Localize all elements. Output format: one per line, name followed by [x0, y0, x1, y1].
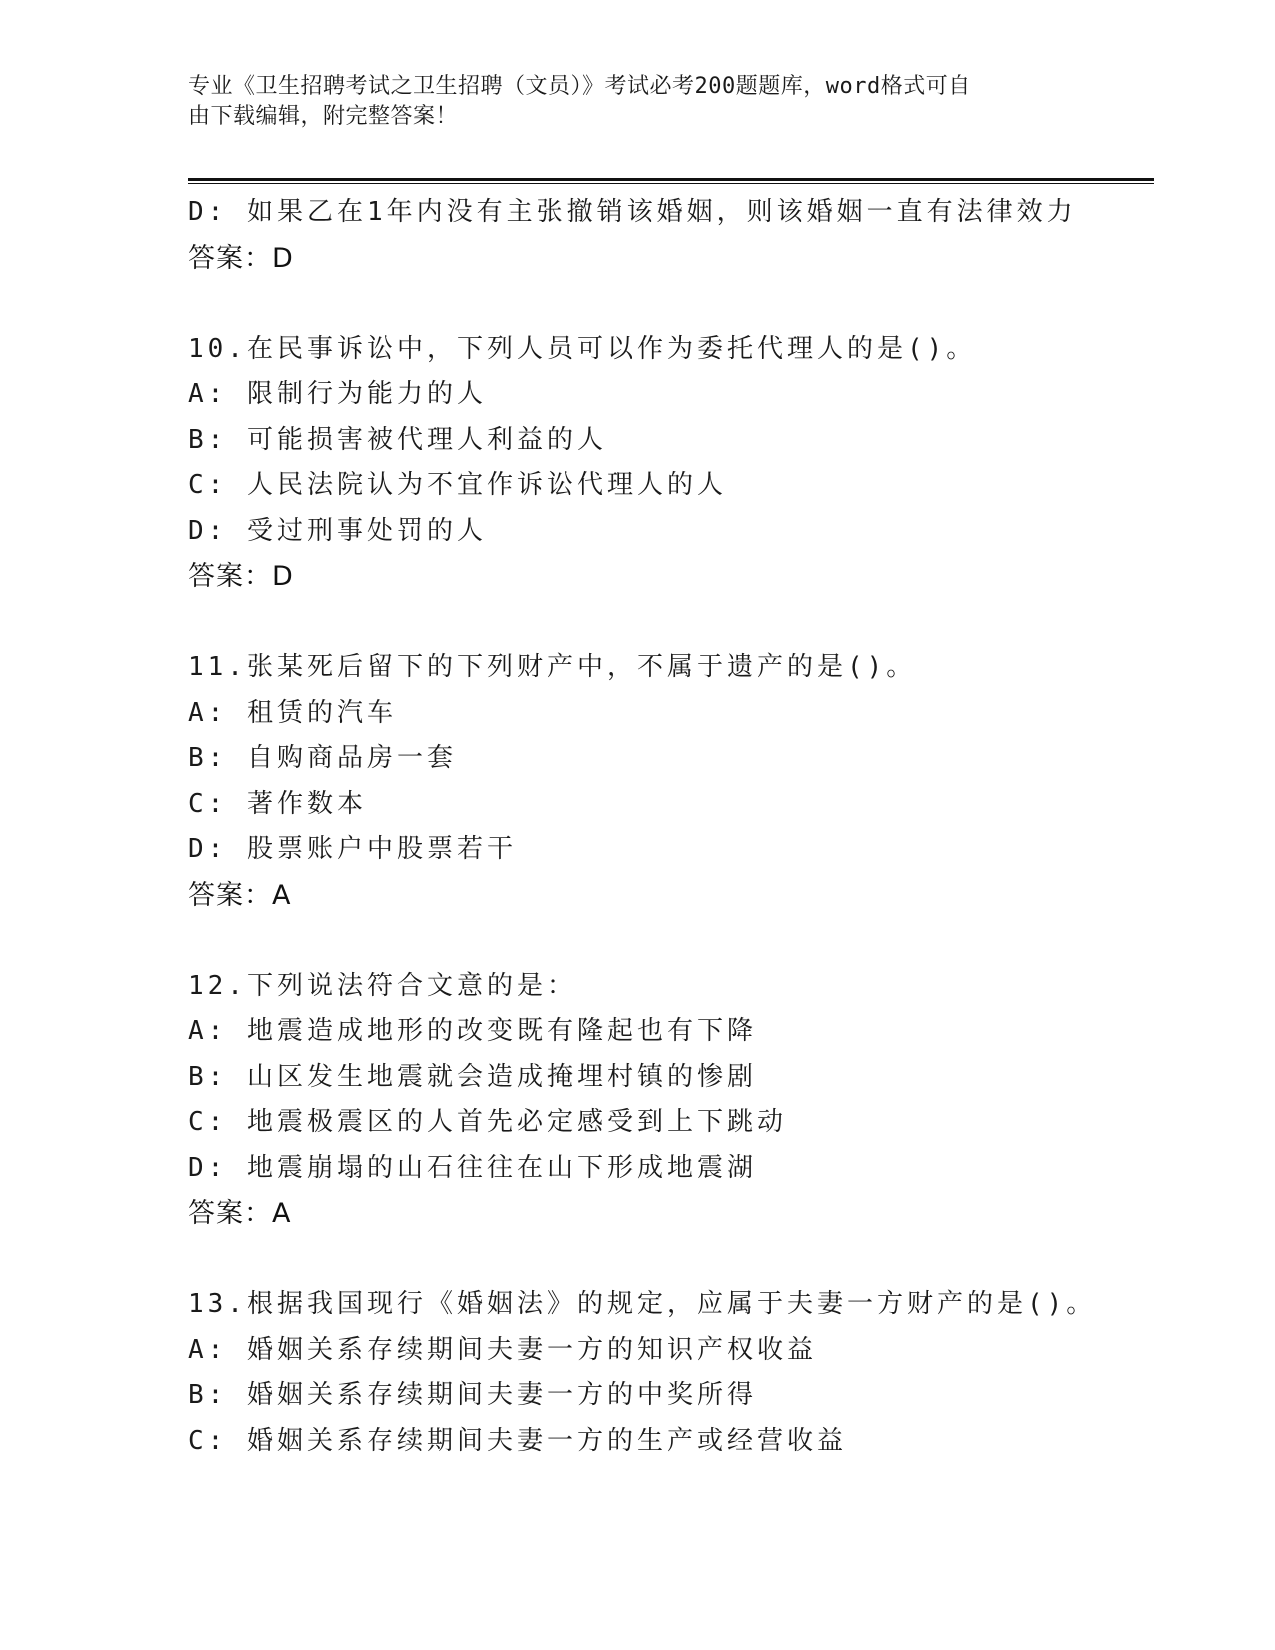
question-list — [188, 190, 1154, 1464]
option-a: A: 限制行为能力的人 — [188, 379, 487, 409]
option-b: B: 可能损害被代理人利益的人 — [188, 424, 607, 455]
header-divider-thin — [188, 183, 1154, 184]
question-stem: 12.下列说法符合文意的是： — [188, 970, 577, 1001]
option-c: C: 婚姻关系存续期间夫妻一方的生产或经营收益 — [188, 1425, 847, 1456]
option-b: B: 山区发生地震就会造成掩埋村镇的惨剧 — [188, 1061, 757, 1092]
option-b: B: 婚姻关系存续期间夫妻一方的中奖所得 — [188, 1380, 757, 1410]
document-header — [188, 72, 1068, 132]
header-line-1: 专业《卫生招聘考试之卫生招聘（文员）》考试必考200题题库，word格式可自 — [188, 74, 971, 99]
answer-line: 答案：D — [188, 242, 294, 274]
question-11 — [188, 645, 1154, 918]
answer-line: 答案：D — [188, 561, 294, 592]
spacer — [188, 281, 1154, 327]
option-c: C: 著作数本 — [188, 788, 367, 819]
option-a: A: 地震造成地形的改变既有隆起也有下降 — [188, 1016, 757, 1046]
spacer — [188, 918, 1154, 964]
question-stem: 13.根据我国现行《婚姻法》的规定，应属于夫妻一方财产的是()。 — [188, 1289, 1097, 1319]
question-9-tail — [188, 190, 1154, 281]
header-line-2: 由下载编辑，附完整答案！ — [188, 104, 459, 129]
question-13 — [188, 1282, 1154, 1464]
option-c: C: 地震极震区的人首先必定感受到上下跳动 — [188, 1107, 787, 1137]
answer-line: 答案：A — [188, 879, 292, 911]
spacer — [188, 600, 1154, 646]
option-b: B: 自购商品房一套 — [188, 743, 457, 773]
question-12 — [188, 964, 1154, 1237]
option-a: A: 租赁的汽车 — [188, 697, 397, 728]
option-d: D: 受过刑事处罚的人 — [188, 515, 487, 546]
question-10 — [188, 327, 1154, 600]
header-divider-thick — [188, 178, 1154, 181]
answer-line: 答案：A — [188, 1198, 292, 1229]
option-d: D: 股票账户中股票若干 — [188, 834, 517, 864]
question-stem: 11.张某死后留下的下列财产中，不属于遗产的是()。 — [188, 652, 917, 682]
option-d: D: 地震崩塌的山石往往在山下形成地震湖 — [188, 1152, 757, 1183]
option-d: D: 如果乙在1年内没有主张撤销该婚姻，则该婚姻一直有法律效力 — [188, 197, 1077, 227]
option-a: A: 婚姻关系存续期间夫妻一方的知识产权收益 — [188, 1334, 817, 1365]
question-stem: 10.在民事诉讼中，下列人员可以作为委托代理人的是()。 — [188, 333, 977, 364]
option-c: C: 人民法院认为不宜作诉讼代理人的人 — [188, 470, 727, 500]
spacer — [188, 1237, 1154, 1283]
